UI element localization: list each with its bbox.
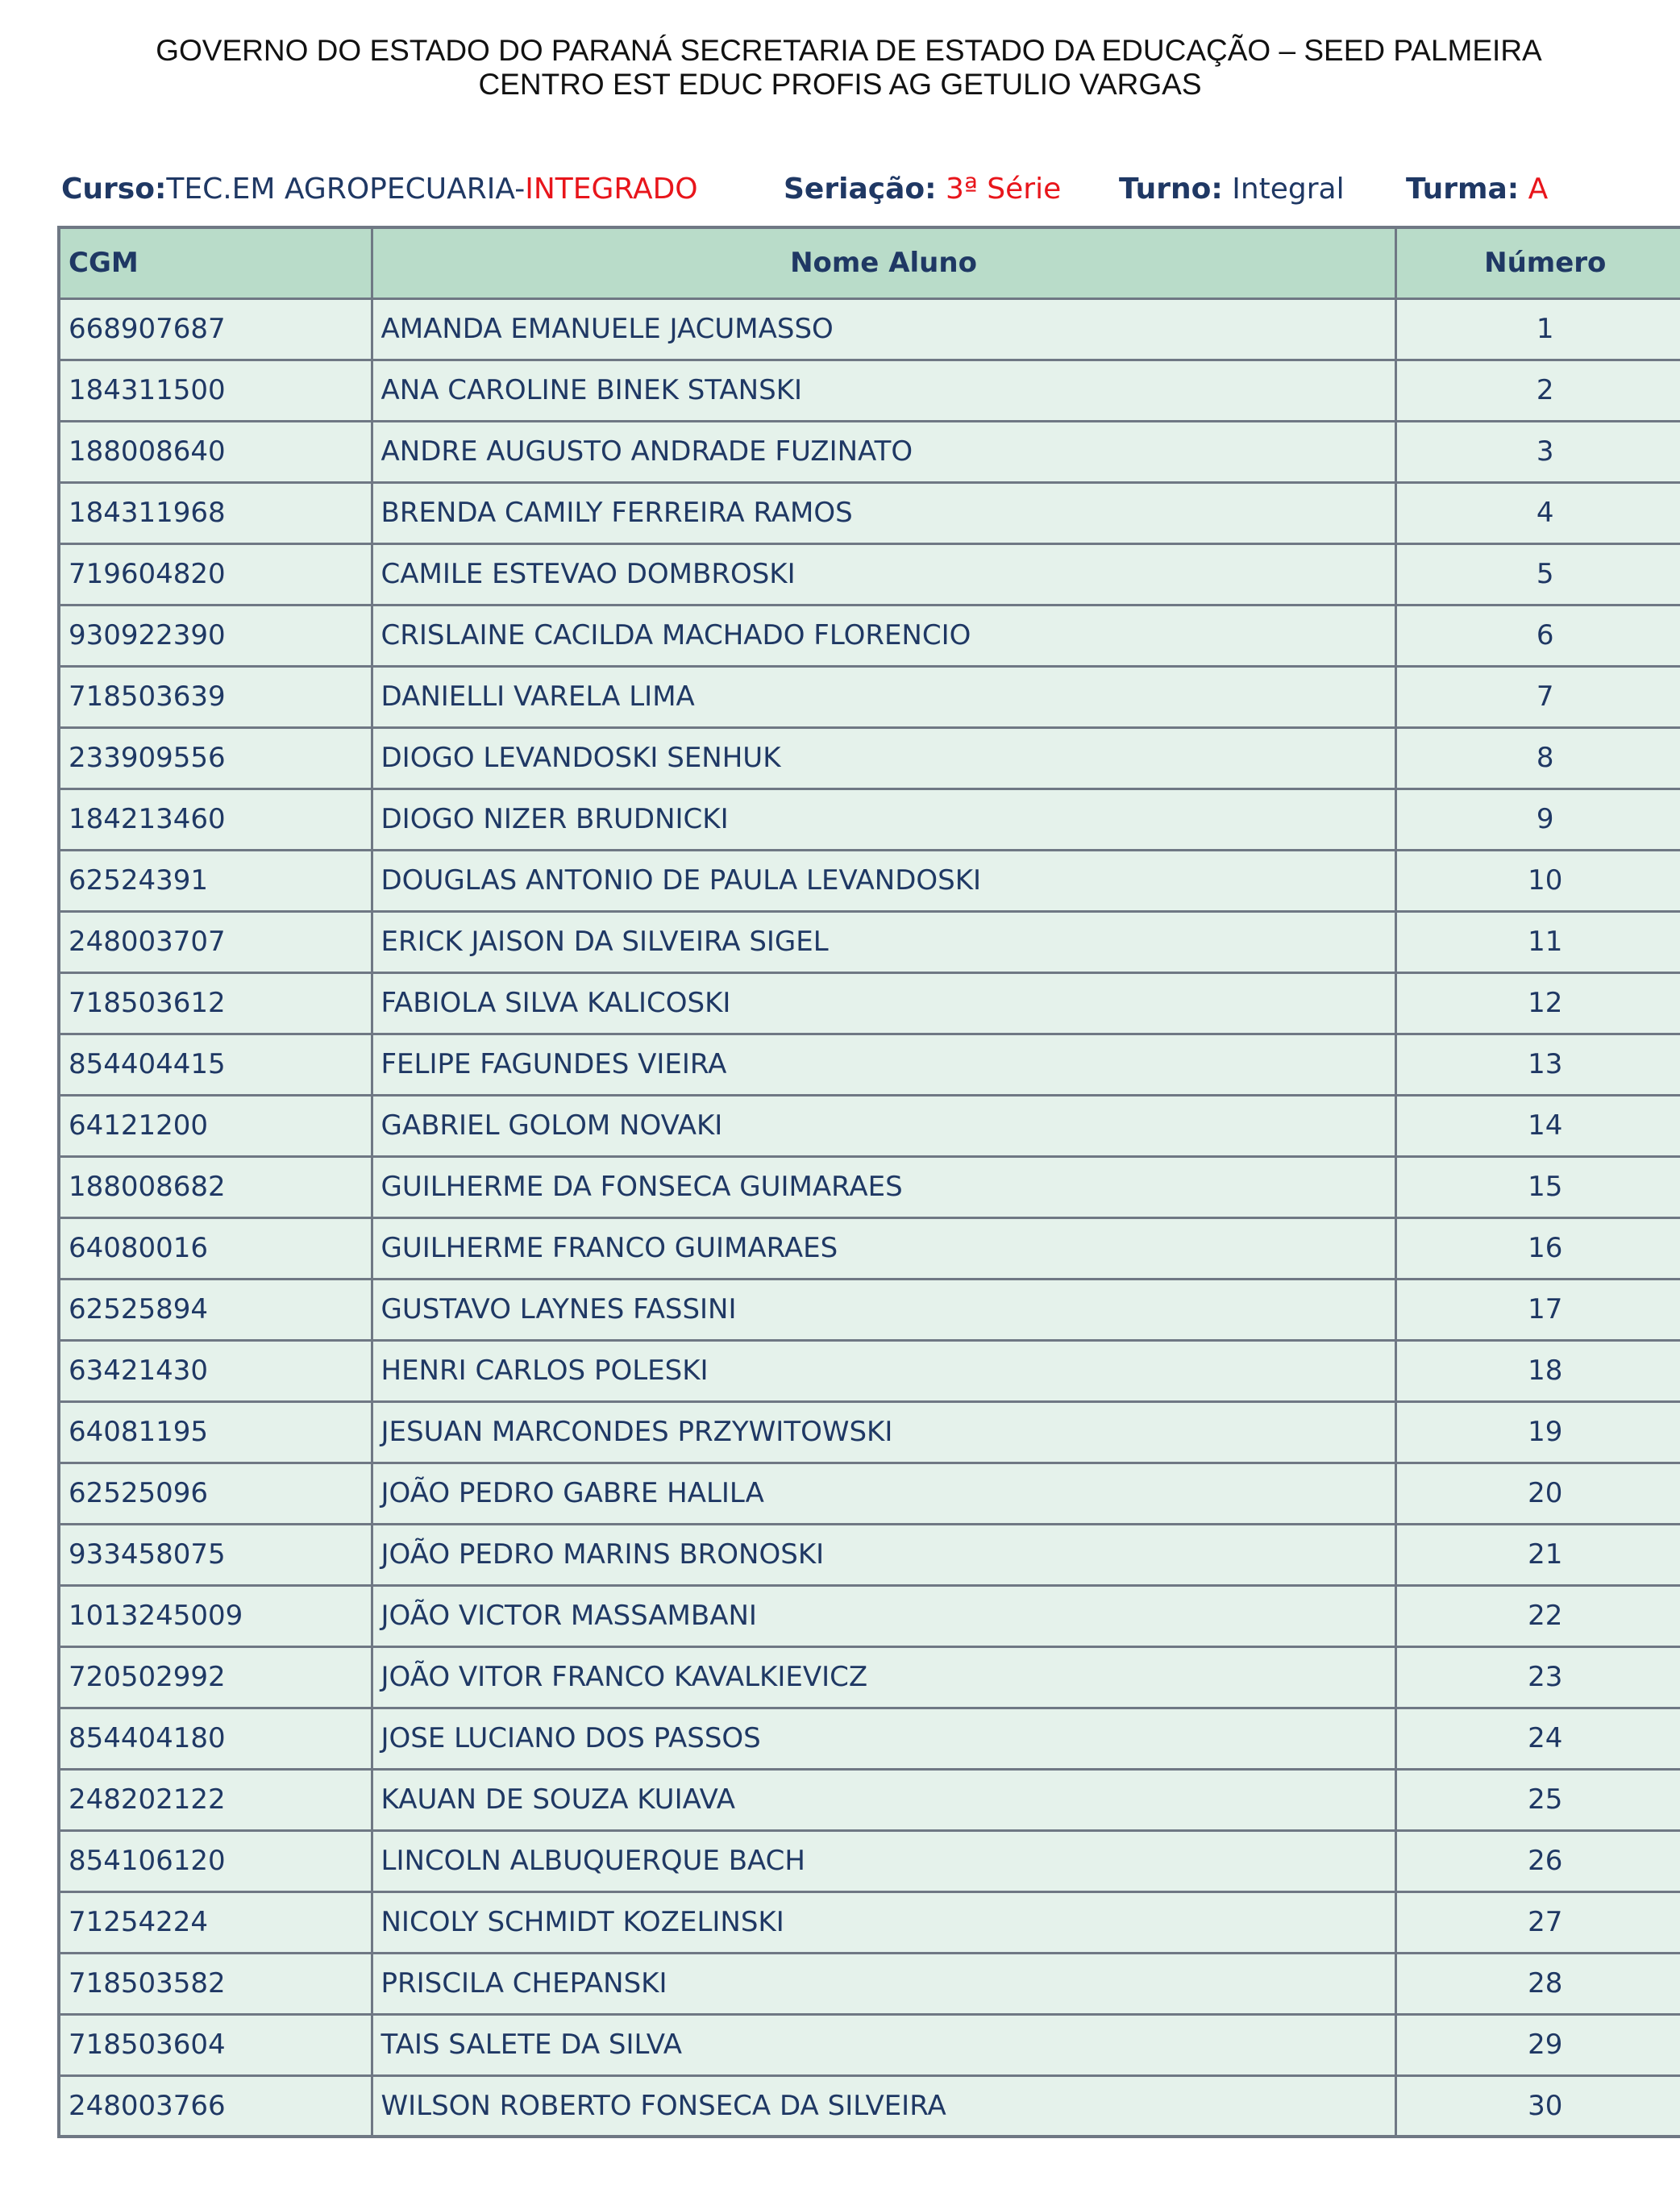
cell-cgm: 718503582 <box>59 1953 372 2014</box>
cell-nome-aluno: JOÃO PEDRO GABRE HALILA <box>372 1463 1395 1524</box>
table-row <box>59 1708 1680 1769</box>
table-row <box>59 298 1680 360</box>
cell-numero: 27 <box>1395 1891 1680 1953</box>
cell-nome-aluno: AMANDA EMANUELE JACUMASSO <box>372 298 1395 360</box>
column-header-numero: Número <box>1395 227 1680 298</box>
table-row <box>59 1034 1680 1095</box>
table-body <box>59 298 1680 2137</box>
curso-value: TEC.EM AGROPECUARIA- <box>166 173 526 206</box>
turno-value: Integral <box>1232 173 1345 206</box>
cell-nome-aluno: DIOGO LEVANDOSKI SENHUK <box>372 727 1395 789</box>
cell-numero: 1 <box>1395 298 1680 360</box>
table-row <box>59 972 1680 1034</box>
class-info-bar <box>61 169 1633 210</box>
cell-nome-aluno: DIOGO NIZER BRUDNICKI <box>372 789 1395 850</box>
cell-numero: 23 <box>1395 1646 1680 1708</box>
cell-nome-aluno: GABRIEL GOLOM NOVAKI <box>372 1095 1395 1156</box>
header-line-government: GOVERNO DO ESTADO DO PARANÁ SECRETARIA DE ESTADO DA EDUCAÇÃO – SEED PALMEIRA <box>156 34 1542 67</box>
document-header <box>0 34 1680 102</box>
cell-numero: 9 <box>1395 789 1680 850</box>
cell-numero: 8 <box>1395 727 1680 789</box>
cell-cgm: 718503639 <box>59 666 372 727</box>
cell-cgm: 1013245009 <box>59 1585 372 1646</box>
table-row <box>59 850 1680 911</box>
cell-cgm: 64121200 <box>59 1095 372 1156</box>
table-row <box>59 1340 1680 1401</box>
cell-nome-aluno: FABIOLA SILVA KALICOSKI <box>372 972 1395 1034</box>
cell-numero: 14 <box>1395 1095 1680 1156</box>
cell-numero: 19 <box>1395 1401 1680 1463</box>
cell-numero: 4 <box>1395 482 1680 543</box>
cell-cgm: 719604820 <box>59 543 372 605</box>
cell-cgm: 71254224 <box>59 1891 372 1953</box>
cell-nome-aluno: HENRI CARLOS POLESKI <box>372 1340 1395 1401</box>
table-row <box>59 1401 1680 1463</box>
seriacao-label: Seriação: <box>784 173 937 206</box>
cell-nome-aluno: JOÃO PEDRO MARINS BRONOSKI <box>372 1524 1395 1585</box>
cell-nome-aluno: ANDRE AUGUSTO ANDRADE FUZINATO <box>372 421 1395 482</box>
cell-nome-aluno: ERICK JAISON DA SILVEIRA SIGEL <box>372 911 1395 972</box>
cell-numero: 3 <box>1395 421 1680 482</box>
table-row <box>59 360 1680 421</box>
table-row <box>59 911 1680 972</box>
cell-numero: 29 <box>1395 2014 1680 2075</box>
cell-nome-aluno: NICOLY SCHMIDT KOZELINSKI <box>372 1891 1395 1953</box>
cell-cgm: 63421430 <box>59 1340 372 1401</box>
table-row <box>59 482 1680 543</box>
table-row <box>59 421 1680 482</box>
cell-numero: 12 <box>1395 972 1680 1034</box>
cell-nome-aluno: JOSE LUCIANO DOS PASSOS <box>372 1708 1395 1769</box>
cell-numero: 2 <box>1395 360 1680 421</box>
turma-label: Turma: <box>1406 173 1520 206</box>
cell-numero: 28 <box>1395 1953 1680 2014</box>
cell-cgm: 184311500 <box>59 360 372 421</box>
curso-label: Curso: <box>61 173 167 206</box>
cell-numero: 20 <box>1395 1463 1680 1524</box>
cell-cgm: 930922390 <box>59 605 372 666</box>
cell-nome-aluno: JOÃO VITOR FRANCO KAVALKIEVICZ <box>372 1646 1395 1708</box>
cell-nome-aluno: WILSON ROBERTO FONSECA DA SILVEIRA <box>372 2075 1395 2137</box>
cell-nome-aluno: FELIPE FAGUNDES VIEIRA <box>372 1034 1395 1095</box>
cell-numero: 7 <box>1395 666 1680 727</box>
cell-nome-aluno: PRISCILA CHEPANSKI <box>372 1953 1395 2014</box>
cell-numero: 26 <box>1395 1830 1680 1891</box>
table-row <box>59 789 1680 850</box>
cell-numero: 13 <box>1395 1034 1680 1095</box>
column-header-cgm: CGM <box>59 227 372 298</box>
turno-field <box>1119 169 1345 210</box>
table-row <box>59 1217 1680 1279</box>
table-row <box>59 1830 1680 1891</box>
cell-cgm: 64081195 <box>59 1401 372 1463</box>
table-row <box>59 1585 1680 1646</box>
table-header-row <box>59 227 1680 298</box>
cell-cgm: 718503612 <box>59 972 372 1034</box>
cell-cgm: 668907687 <box>59 298 372 360</box>
table-row <box>59 1279 1680 1340</box>
cell-nome-aluno: GUSTAVO LAYNES FASSINI <box>372 1279 1395 1340</box>
cell-nome-aluno: JESUAN MARCONDES PRZYWITOWSKI <box>372 1401 1395 1463</box>
cell-nome-aluno: CAMILE ESTEVAO DOMBROSKI <box>372 543 1395 605</box>
cell-cgm: 188008682 <box>59 1156 372 1217</box>
cell-nome-aluno: GUILHERME DA FONSECA GUIMARAES <box>372 1156 1395 1217</box>
cell-cgm: 933458075 <box>59 1524 372 1585</box>
turma-value: A <box>1528 173 1549 206</box>
cell-nome-aluno: GUILHERME FRANCO GUIMARAES <box>372 1217 1395 1279</box>
header-line-school: CENTRO EST EDUC PROFIS AG GETULIO VARGAS <box>478 68 1202 101</box>
table-row <box>59 1646 1680 1708</box>
cell-cgm: 720502992 <box>59 1646 372 1708</box>
cell-cgm: 854404180 <box>59 1708 372 1769</box>
table-row <box>59 2014 1680 2075</box>
table-row <box>59 727 1680 789</box>
cell-cgm: 718503604 <box>59 2014 372 2075</box>
curso-field <box>61 169 698 210</box>
cell-cgm: 62524391 <box>59 850 372 911</box>
cell-cgm: 64080016 <box>59 1217 372 1279</box>
cell-cgm: 248003707 <box>59 911 372 972</box>
cell-cgm: 184213460 <box>59 789 372 850</box>
cell-cgm: 188008640 <box>59 421 372 482</box>
cell-cgm: 854106120 <box>59 1830 372 1891</box>
cell-nome-aluno: LINCOLN ALBUQUERQUE BACH <box>372 1830 1395 1891</box>
cell-cgm: 854404415 <box>59 1034 372 1095</box>
cell-numero: 15 <box>1395 1156 1680 1217</box>
table-row <box>59 1769 1680 1830</box>
cell-cgm: 248202122 <box>59 1769 372 1830</box>
cell-nome-aluno: KAUAN DE SOUZA KUIAVA <box>372 1769 1395 1830</box>
cell-nome-aluno: JOÃO VICTOR MASSAMBANI <box>372 1585 1395 1646</box>
cell-cgm: 184311968 <box>59 482 372 543</box>
cell-nome-aluno: CRISLAINE CACILDA MACHADO FLORENCIO <box>372 605 1395 666</box>
seriacao-field <box>784 169 1061 210</box>
table-row <box>59 605 1680 666</box>
column-header-nome-aluno: Nome Aluno <box>372 227 1395 298</box>
cell-cgm: 233909556 <box>59 727 372 789</box>
curso-value-highlight: INTEGRADO <box>525 173 698 206</box>
table-row <box>59 666 1680 727</box>
cell-numero: 16 <box>1395 1217 1680 1279</box>
cell-cgm: 62525096 <box>59 1463 372 1524</box>
table-row <box>59 543 1680 605</box>
cell-nome-aluno: TAIS SALETE DA SILVA <box>372 2014 1395 2075</box>
cell-cgm: 62525894 <box>59 1279 372 1340</box>
cell-numero: 10 <box>1395 850 1680 911</box>
student-table-container <box>57 226 1680 2138</box>
cell-numero: 22 <box>1395 1585 1680 1646</box>
cell-nome-aluno: DOUGLAS ANTONIO DE PAULA LEVANDOSKI <box>372 850 1395 911</box>
cell-numero: 21 <box>1395 1524 1680 1585</box>
cell-numero: 17 <box>1395 1279 1680 1340</box>
cell-numero: 30 <box>1395 2075 1680 2137</box>
cell-numero: 6 <box>1395 605 1680 666</box>
cell-numero: 18 <box>1395 1340 1680 1401</box>
table-row <box>59 1891 1680 1953</box>
cell-cgm: 248003766 <box>59 2075 372 2137</box>
cell-nome-aluno: BRENDA CAMILY FERREIRA RAMOS <box>372 482 1395 543</box>
cell-nome-aluno: ANA CAROLINE BINEK STANSKI <box>372 360 1395 421</box>
turma-field <box>1406 169 1548 210</box>
table-row <box>59 1156 1680 1217</box>
table-row <box>59 1524 1680 1585</box>
cell-numero: 11 <box>1395 911 1680 972</box>
table-row <box>59 2075 1680 2137</box>
cell-numero: 5 <box>1395 543 1680 605</box>
table-row <box>59 1095 1680 1156</box>
turno-label: Turno: <box>1119 173 1223 206</box>
cell-nome-aluno: DANIELLI VARELA LIMA <box>372 666 1395 727</box>
cell-numero: 24 <box>1395 1708 1680 1769</box>
seriacao-value: 3ª Série <box>945 173 1062 206</box>
student-table <box>57 226 1680 2138</box>
table-row <box>59 1463 1680 1524</box>
table-row <box>59 1953 1680 2014</box>
cell-numero: 25 <box>1395 1769 1680 1830</box>
